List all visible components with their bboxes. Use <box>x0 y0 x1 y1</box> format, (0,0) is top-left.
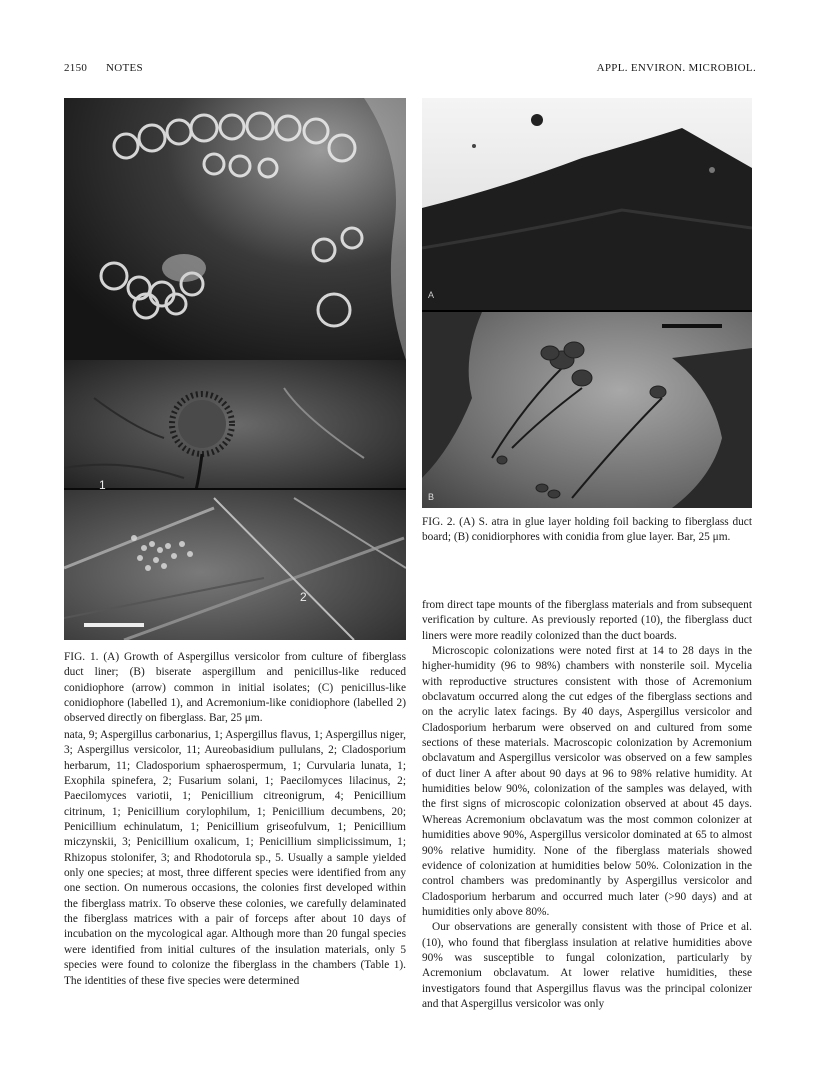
right-paragraph-1: from direct tape mounts of the fiberglass materials and from subsequent verification by culture. As previously reported (10), the fiberglass duct liners were more readily colonized than the duct boards. <box>422 599 752 642</box>
figure-1-panel-a <box>64 98 406 360</box>
scale-bar <box>84 623 144 627</box>
figure-2-image <box>422 98 752 508</box>
section-title: NOTES <box>106 62 143 74</box>
journal-name: APPL. ENVIRON. MICROBIOL. <box>596 62 756 74</box>
figure-1-panel-b <box>64 360 406 490</box>
right-column-text <box>422 598 752 1012</box>
figure-2-panel-label-b: B <box>428 492 435 502</box>
figure-1-panel-label-1: 1 <box>99 478 106 492</box>
left-column-text <box>64 728 406 989</box>
figure-2-panel-b <box>422 312 752 508</box>
figure-2-panel-label-a: A <box>428 290 435 300</box>
figure-2-caption-text: (A) S. atra in glue layer holding foil backing to fiberglass duct board; (B) conidiorphores with conidia from glue layer. Bar, 25 μm. <box>422 516 752 544</box>
figure-1-label: FIG. 1. <box>64 651 99 663</box>
figure-1-panel-label-2: 2 <box>300 590 307 604</box>
figure-1-caption <box>64 650 406 727</box>
right-paragraph-2: Microscopic colonizations were noted first at 14 to 28 days in the higher-humidity (96 to 98%) chambers with nonsterile soil. Mycelia with reproductive structures consistent with those of Acremonium obclavatum occurred along the cut edges of the fiberglass sections and on the acrylic latex facings. By 40 days, Aspergillus versicolor and Cladosporium herbarum were observed on and cultured from some sections of these materials. Macroscopic colonization by Acremonium obclavatum and Aspergillus versicolor was observed on a few samples of duct liner A after about 90 days at 96 to 98% relative humidity. At humidities below 90%, colonization of the samples was delayed, with the first signs of microscopic colonization observed at about 45 days. Whereas Acremonium obclavatum was the most common colonizer at humidities above 90%, Aspergillus versicolor dominated at 65 to almost 90% relative humidity. None of the fiberglass materials showed evidence of colonization at humidities below 50%. Colonization in the control chambers was predominantly by Aspergillus versicolor and Cladosporium herbarum and occurred much later (>90 days) and at humidities only above 80%. <box>422 645 752 918</box>
figure-2-label: FIG. 2. <box>422 516 456 528</box>
figure-1-panel-c <box>64 490 406 640</box>
figure-2-caption <box>422 515 752 546</box>
figure-1-image <box>64 98 406 640</box>
figure-1-caption-text: (A) Growth of Aspergillus versicolor from culture of fiberglass duct liner; (B) biserate aspergillum and penicillus-like reduced conidiophore (arrow) common in initial isolates; (C) penicillus-like conidiophore (labelled 1), and Acremonium-like conidiophore (labelled 2) observed directly on fiberglass. Bar, 25 μm. <box>64 651 406 725</box>
left-paragraph-1: nata, 9; Aspergillus carbonarius, 1; Aspergillus flavus, 1; Aspergillus niger, 3; Aspergillus versicolor, 11; Aureobasidium pullulans, 2; Cladosporium herbarum, 11; Cladosporium sphaerospermum, 1; Curvularia lunata, 1; Exophila spinefera, 2; Fusarium solani, 1; Paecilomyces lilacinus, 2; Paecilomyces variotii, 1; Penicillium citreonigrum, 4; Penicillium citrinum, 1; Penicillium corylophilum, 1; Penicillium decumbens, 20; Penicillium echinulatum, 1; Penicillium griseofulvum, 1; Penicillium miczynskii, 3; Penicillium oxalicum, 1; Penicillium simplicissimum, 1; Rhizopus stolonifer, 3; and Rhodotorula sp., 5. Usually a sample yielded only one species; at most, three different species were identified from any one section. On numerous occasions, the colonies first developed within the fiberglass matrix. To observe these colonies, we carefully delaminated the fiberglass matrices with a pair of forceps after about 10 days of incubation on the mycological agar. Although more than 20 fungal species were identified from initial cultures of the insulation materials, only 5 species were found to colonize the fiberglass in the chambers (Table 1). The identities of these five species were determined <box>64 729 406 987</box>
right-paragraph-3: Our observations are generally consistent with those of Price et al. (10), who found that fiberglass insulation at relative humidities above 90% was susceptible to fungal colonization, particularly by Acremonium obclavatum. At lower relative humidities, these investigators found that Aspergillus flavus was the principal colonizer and that Aspergillus versicolor was only <box>422 921 752 1010</box>
figure-2-panel-a <box>422 98 752 310</box>
scale-bar <box>662 324 722 328</box>
page-number: 2150 <box>64 62 88 74</box>
